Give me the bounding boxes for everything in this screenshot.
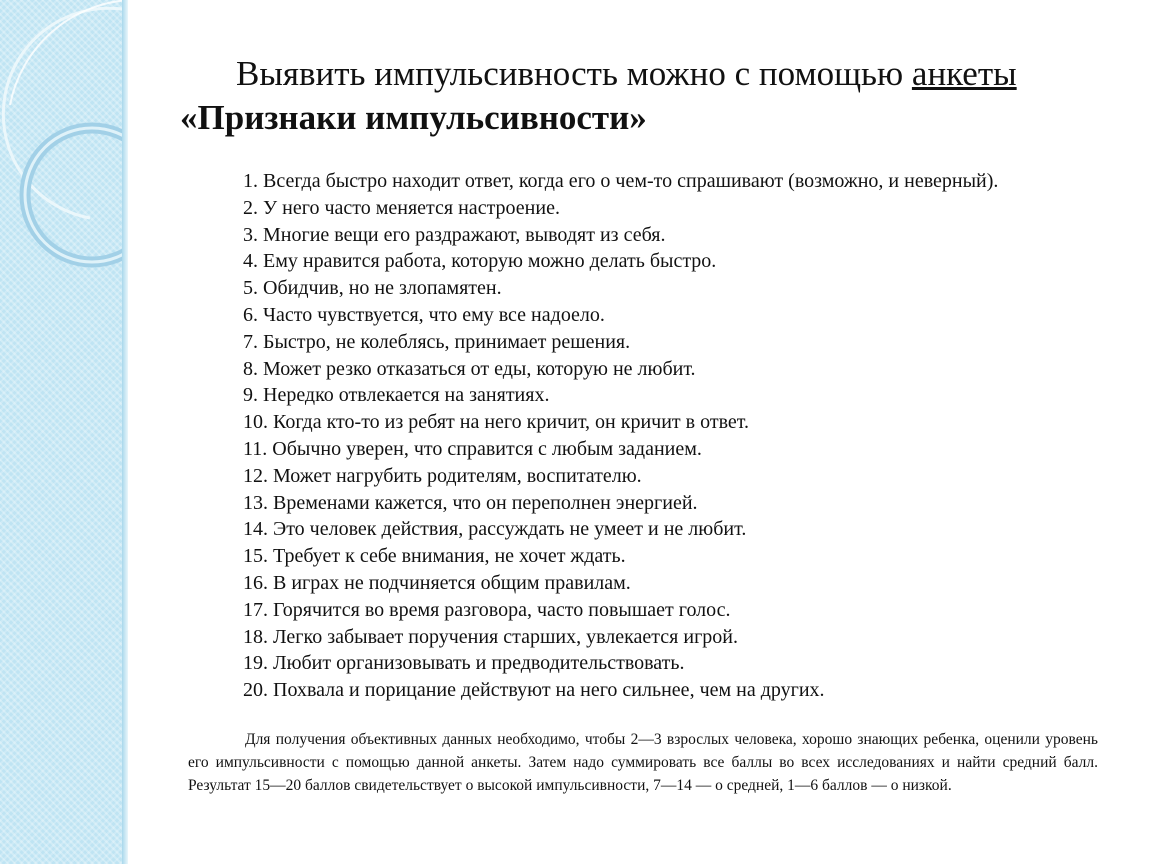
list-item: 19. Любит организовывать и предводительствовать. (243, 652, 685, 675)
list-item: 18. Легко забывает поручения старших, увлекается игрой. (243, 625, 738, 648)
title-text: Выявить импульсивность можно с помощью (236, 54, 912, 93)
list-item: 17. Горячится во время разговора, часто повышает голос. (243, 598, 731, 621)
list-item: 1. Всегда быстро находит ответ, когда его о чем-то спрашивают (возможно, и неверный). (243, 170, 999, 192)
questionnaire-name: «Признаки импульсивности» (180, 98, 647, 137)
list-item: 15. Требует к себе внимания, не хочет ждать. (243, 545, 626, 568)
decorative-circles (0, 0, 128, 864)
list-item: 6. Часто чувствуется, что ему все надоело. (243, 303, 605, 326)
decorative-side-band (0, 0, 128, 864)
list-item: 4. Ему нравится работа, которую можно делать быстро. (243, 250, 717, 273)
list-item: 13. Временами кажется, что он переполнен энергией. (243, 491, 698, 514)
list-item: 9. Нередко отвлекается на занятиях. (243, 384, 550, 407)
list-item: 3. Многие вещи его раздражают, выводят из себя. (243, 223, 666, 246)
list-item: 8. Может резко отказаться от еды, которую не любит. (243, 357, 696, 380)
title-line-1 (180, 52, 1092, 96)
list-item: 7. Быстро, не колеблясь, принимает решения. (243, 330, 631, 353)
list-item: 14. Это человек действия, рассуждать не умеет и не любит. (243, 518, 747, 541)
list-item: 12. Может нагрубить родителям, воспитателю. (243, 464, 642, 487)
slide-title (180, 52, 1092, 140)
scoring-note: Для получения объективных данных необходимо, чтобы 2—3 взрослых человека, хорошо знающих ребенка, оценили уровень его импульсивности с помощью данной анкеты. Затем надо суммировать все баллы во всех исследованиях и найти средний балл. Результат 15—20 баллов свидетельствует о высокой импульсивности, 7—14 — о средней, 1—6 баллов — о низкой. (188, 731, 1098, 794)
list-item: 20. Похвала и порицание действуют на него сильнее, чем на других. (243, 679, 825, 702)
list-item: 5. Обидчив, но не злопамятен. (243, 277, 502, 300)
questionnaire-items (243, 168, 998, 704)
list-item: 10. Когда кто-то из ребят на него кричит, он кричит в ответ. (243, 411, 750, 434)
questionnaire-link[interactable]: анкеты (911, 54, 1017, 93)
list-item: 16. В играх не подчиняется общим правилам. (243, 571, 631, 594)
list-item: 11. Обычно уверен, что справится с любым заданием. (243, 437, 702, 460)
list-item: 2. У него часто меняется настроение. (243, 196, 560, 219)
